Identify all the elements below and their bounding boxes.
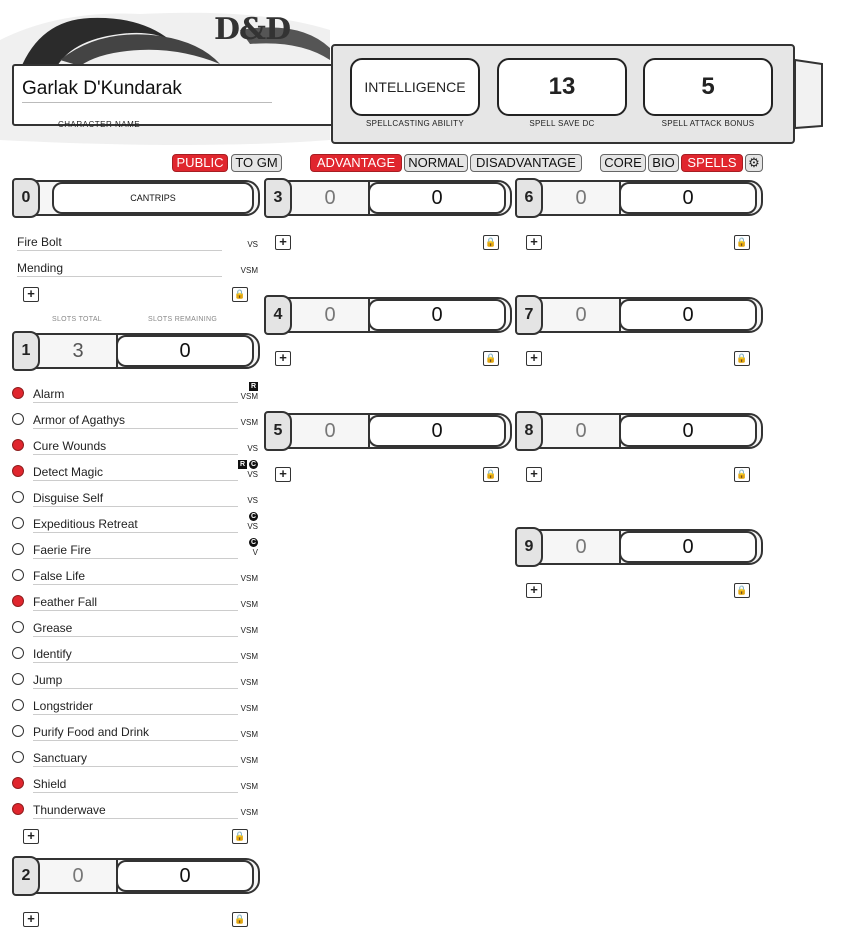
spell-name[interactable]: False Life bbox=[33, 569, 238, 585]
spell-name[interactable]: Mending bbox=[17, 261, 222, 277]
spell-attack-bonus-label: SPELL ATTACK BONUS bbox=[661, 119, 755, 128]
dnd-logo: D&D bbox=[214, 12, 291, 47]
slots-remaining-field[interactable]: 0 bbox=[368, 299, 506, 331]
lock-icon[interactable]: 🔒 bbox=[734, 351, 750, 366]
spell-name[interactable]: Jump bbox=[33, 673, 238, 689]
advantage-button[interactable]: ADVANTAGE bbox=[310, 154, 402, 172]
normal-button[interactable]: NORMAL bbox=[404, 154, 468, 172]
ritual-badge: R bbox=[239, 461, 246, 468]
spell-item[interactable] bbox=[12, 437, 260, 457]
lock-icon[interactable]: 🔒 bbox=[734, 467, 750, 482]
spell-components: VSM bbox=[240, 392, 258, 401]
level-number: 8 bbox=[515, 411, 543, 451]
spell-components: VSM bbox=[240, 574, 258, 583]
spell-name[interactable]: Expeditious Retreat bbox=[33, 517, 238, 533]
level-number: 6 bbox=[515, 178, 543, 218]
lock-icon[interactable]: 🔒 bbox=[734, 235, 750, 250]
spell-components: VS bbox=[247, 240, 258, 249]
lock-icon[interactable]: 🔒 bbox=[232, 829, 248, 844]
prepared-toggle[interactable] bbox=[12, 569, 24, 581]
level-number: 2 bbox=[12, 856, 40, 896]
lock-icon[interactable]: 🔒 bbox=[232, 287, 248, 302]
spell-name[interactable]: Thunderwave bbox=[33, 803, 238, 819]
slots-remaining-field[interactable]: 0 bbox=[619, 531, 757, 563]
level-number: 1 bbox=[12, 331, 40, 371]
spell-item[interactable] bbox=[12, 593, 260, 613]
prepared-toggle[interactable] bbox=[12, 647, 24, 659]
spell-item[interactable] bbox=[12, 749, 260, 769]
spell-name[interactable]: Shield bbox=[33, 777, 238, 793]
spell-components: VSM bbox=[240, 704, 258, 713]
prepared-toggle[interactable] bbox=[12, 465, 24, 477]
concentration-badge: C bbox=[250, 513, 257, 520]
add-level-7-spell-button[interactable]: + bbox=[526, 351, 542, 366]
concentration-badge: C bbox=[250, 539, 257, 546]
spell-item[interactable] bbox=[12, 775, 260, 795]
ritual-badge: R bbox=[250, 383, 257, 390]
spell-components: VSM bbox=[240, 808, 258, 817]
prepared-toggle[interactable] bbox=[12, 699, 24, 711]
prepared-toggle[interactable] bbox=[12, 413, 24, 425]
slots-total-field[interactable]: 0 bbox=[543, 415, 621, 447]
spell-components: VSM bbox=[240, 266, 258, 275]
level-8-banner bbox=[515, 411, 763, 451]
lock-icon[interactable]: 🔒 bbox=[734, 583, 750, 598]
spellcasting-ability-field[interactable]: INTELLIGENCE bbox=[350, 58, 480, 116]
slots-total-field[interactable]: 3 bbox=[40, 335, 118, 367]
spell-components: V bbox=[252, 548, 258, 557]
spell-components: VSM bbox=[240, 626, 258, 635]
character-name-label: CHARACTER NAME bbox=[58, 120, 141, 129]
slots-remaining-field[interactable]: 0 bbox=[368, 182, 506, 214]
add-level-4-spell-button[interactable]: + bbox=[275, 351, 291, 366]
prepared-toggle[interactable] bbox=[12, 491, 24, 503]
lock-icon[interactable]: 🔒 bbox=[232, 912, 248, 927]
spell-item[interactable] bbox=[12, 619, 260, 639]
cantrip-item[interactable] bbox=[12, 259, 260, 279]
prepared-toggle[interactable] bbox=[12, 777, 24, 789]
level-9-banner bbox=[515, 527, 763, 567]
level-3-banner bbox=[264, 178, 512, 218]
spell-item[interactable] bbox=[12, 515, 260, 535]
add-level-9-spell-button[interactable]: + bbox=[526, 583, 542, 598]
add-level-5-spell-button[interactable]: + bbox=[275, 467, 291, 482]
spell-attack-bonus-field[interactable]: 5 bbox=[643, 58, 773, 116]
spell-components: VSM bbox=[240, 600, 258, 609]
spell-components: VSM bbox=[240, 652, 258, 661]
spell-name[interactable]: Feather Fall bbox=[33, 595, 238, 611]
spell-components: VSM bbox=[240, 730, 258, 739]
slots-remaining-field[interactable]: 0 bbox=[619, 415, 757, 447]
lock-icon[interactable]: 🔒 bbox=[483, 235, 499, 250]
level-number: 9 bbox=[515, 527, 543, 567]
spell-components: VS bbox=[247, 444, 258, 453]
spell-item[interactable] bbox=[12, 385, 260, 405]
spell-components: VSM bbox=[240, 756, 258, 765]
spell-name[interactable]: Longstrider bbox=[33, 699, 238, 715]
spell-item[interactable] bbox=[12, 801, 260, 821]
core-tab[interactable]: CORE bbox=[600, 154, 646, 172]
spell-name[interactable]: Faerie Fire bbox=[33, 543, 238, 559]
lock-icon[interactable]: 🔒 bbox=[483, 467, 499, 482]
spell-name[interactable]: Purify Food and Drink bbox=[33, 725, 238, 741]
level-5-banner bbox=[264, 411, 512, 451]
add-level-8-spell-button[interactable]: + bbox=[526, 467, 542, 482]
slots-total-field[interactable]: 0 bbox=[543, 182, 621, 214]
slots-total-field[interactable]: 0 bbox=[292, 415, 370, 447]
lock-icon[interactable]: 🔒 bbox=[483, 351, 499, 366]
spellcasting-ability-label: SPELLCASTING ABILITY bbox=[365, 119, 465, 128]
prepared-toggle[interactable] bbox=[12, 803, 24, 815]
spell-item[interactable] bbox=[12, 697, 260, 717]
spell-name[interactable]: Identify bbox=[33, 647, 238, 663]
slots-total-field[interactable]: 0 bbox=[543, 531, 621, 563]
prepared-toggle[interactable] bbox=[12, 517, 24, 529]
spell-item[interactable] bbox=[12, 411, 260, 431]
slots-total-field[interactable]: 0 bbox=[292, 182, 370, 214]
level-number: 5 bbox=[264, 411, 292, 451]
cantrips-banner bbox=[12, 178, 260, 218]
spell-item[interactable] bbox=[12, 489, 260, 509]
add-level-2-spell-button[interactable]: + bbox=[23, 912, 39, 927]
spell-components: VS bbox=[247, 470, 258, 479]
character-name-input[interactable]: Garlak D'Kundarak bbox=[22, 78, 272, 103]
slots-remaining-field[interactable]: 0 bbox=[116, 335, 254, 367]
prepared-toggle[interactable] bbox=[12, 673, 24, 685]
slots-remaining-field[interactable]: 0 bbox=[116, 860, 254, 892]
spell-item[interactable] bbox=[12, 463, 260, 483]
prepared-toggle[interactable] bbox=[12, 751, 24, 763]
prepared-toggle[interactable] bbox=[12, 387, 24, 399]
slots-total-label: SLOTS TOTAL bbox=[52, 316, 102, 323]
spell-components: VSM bbox=[240, 782, 258, 791]
prepared-toggle[interactable] bbox=[12, 725, 24, 737]
spell-components: VS bbox=[247, 522, 258, 531]
gear-icon[interactable]: ⚙ bbox=[745, 154, 763, 172]
spell-name[interactable]: Armor of Agathys bbox=[33, 413, 238, 429]
spells-tab[interactable]: SPELLS bbox=[681, 154, 743, 172]
add-cantrip-button[interactable]: + bbox=[23, 287, 39, 302]
level-4-banner bbox=[264, 295, 512, 335]
spell-name[interactable]: Detect Magic bbox=[33, 465, 238, 481]
spell-item[interactable] bbox=[12, 723, 260, 743]
spell-item[interactable] bbox=[12, 645, 260, 665]
level-number: 4 bbox=[264, 295, 292, 335]
bio-tab[interactable]: BIO bbox=[648, 154, 679, 172]
spell-name[interactable]: Disguise Self bbox=[33, 491, 238, 507]
slots-remaining-field[interactable]: 0 bbox=[368, 415, 506, 447]
slots-remaining-field[interactable]: 0 bbox=[619, 299, 757, 331]
level-1-banner bbox=[12, 331, 260, 371]
concentration-badge: C bbox=[250, 461, 257, 468]
prepared-toggle[interactable] bbox=[12, 439, 24, 451]
spell-item[interactable] bbox=[12, 567, 260, 587]
cantrips-label: CANTRIPS bbox=[52, 182, 254, 214]
to-gm-button[interactable]: TO GM bbox=[231, 154, 282, 172]
spell-name[interactable]: Fire Bolt bbox=[17, 235, 222, 251]
prepared-toggle[interactable] bbox=[12, 543, 24, 555]
slots-total-field[interactable]: 0 bbox=[543, 299, 621, 331]
level-7-banner bbox=[515, 295, 763, 335]
add-level-6-spell-button[interactable]: + bbox=[526, 235, 542, 250]
prepared-toggle[interactable] bbox=[12, 595, 24, 607]
level-2-banner bbox=[12, 856, 260, 896]
level-number: 7 bbox=[515, 295, 543, 335]
spell-name[interactable]: Grease bbox=[33, 621, 238, 637]
slots-total-field[interactable]: 0 bbox=[40, 860, 118, 892]
spell-components: VSM bbox=[240, 678, 258, 687]
public-button[interactable]: PUBLIC bbox=[172, 154, 228, 172]
cantrip-item[interactable] bbox=[12, 233, 260, 253]
spell-components: VSM bbox=[240, 418, 258, 427]
slots-remaining-field[interactable]: 0 bbox=[619, 182, 757, 214]
spell-name[interactable]: Sanctuary bbox=[33, 751, 238, 767]
spell-name[interactable]: Cure Wounds bbox=[33, 439, 238, 455]
level-6-banner bbox=[515, 178, 763, 218]
spell-save-dc-field[interactable]: 13 bbox=[497, 58, 627, 116]
spell-save-dc-label: SPELL SAVE DC bbox=[529, 119, 595, 128]
disadvantage-button[interactable]: DISADVANTAGE bbox=[470, 154, 582, 172]
level-number: 3 bbox=[264, 178, 292, 218]
slots-remaining-label: SLOTS REMAINING bbox=[148, 316, 218, 323]
add-level-3-spell-button[interactable]: + bbox=[275, 235, 291, 250]
slots-total-field[interactable]: 0 bbox=[292, 299, 370, 331]
prepared-toggle[interactable] bbox=[12, 621, 24, 633]
spell-item[interactable] bbox=[12, 671, 260, 691]
add-level-1-spell-button[interactable]: + bbox=[23, 829, 39, 844]
spell-components: VS bbox=[247, 496, 258, 505]
spell-name[interactable]: Alarm bbox=[33, 387, 238, 403]
spell-item[interactable] bbox=[12, 541, 260, 561]
level-number: 0 bbox=[12, 178, 40, 218]
